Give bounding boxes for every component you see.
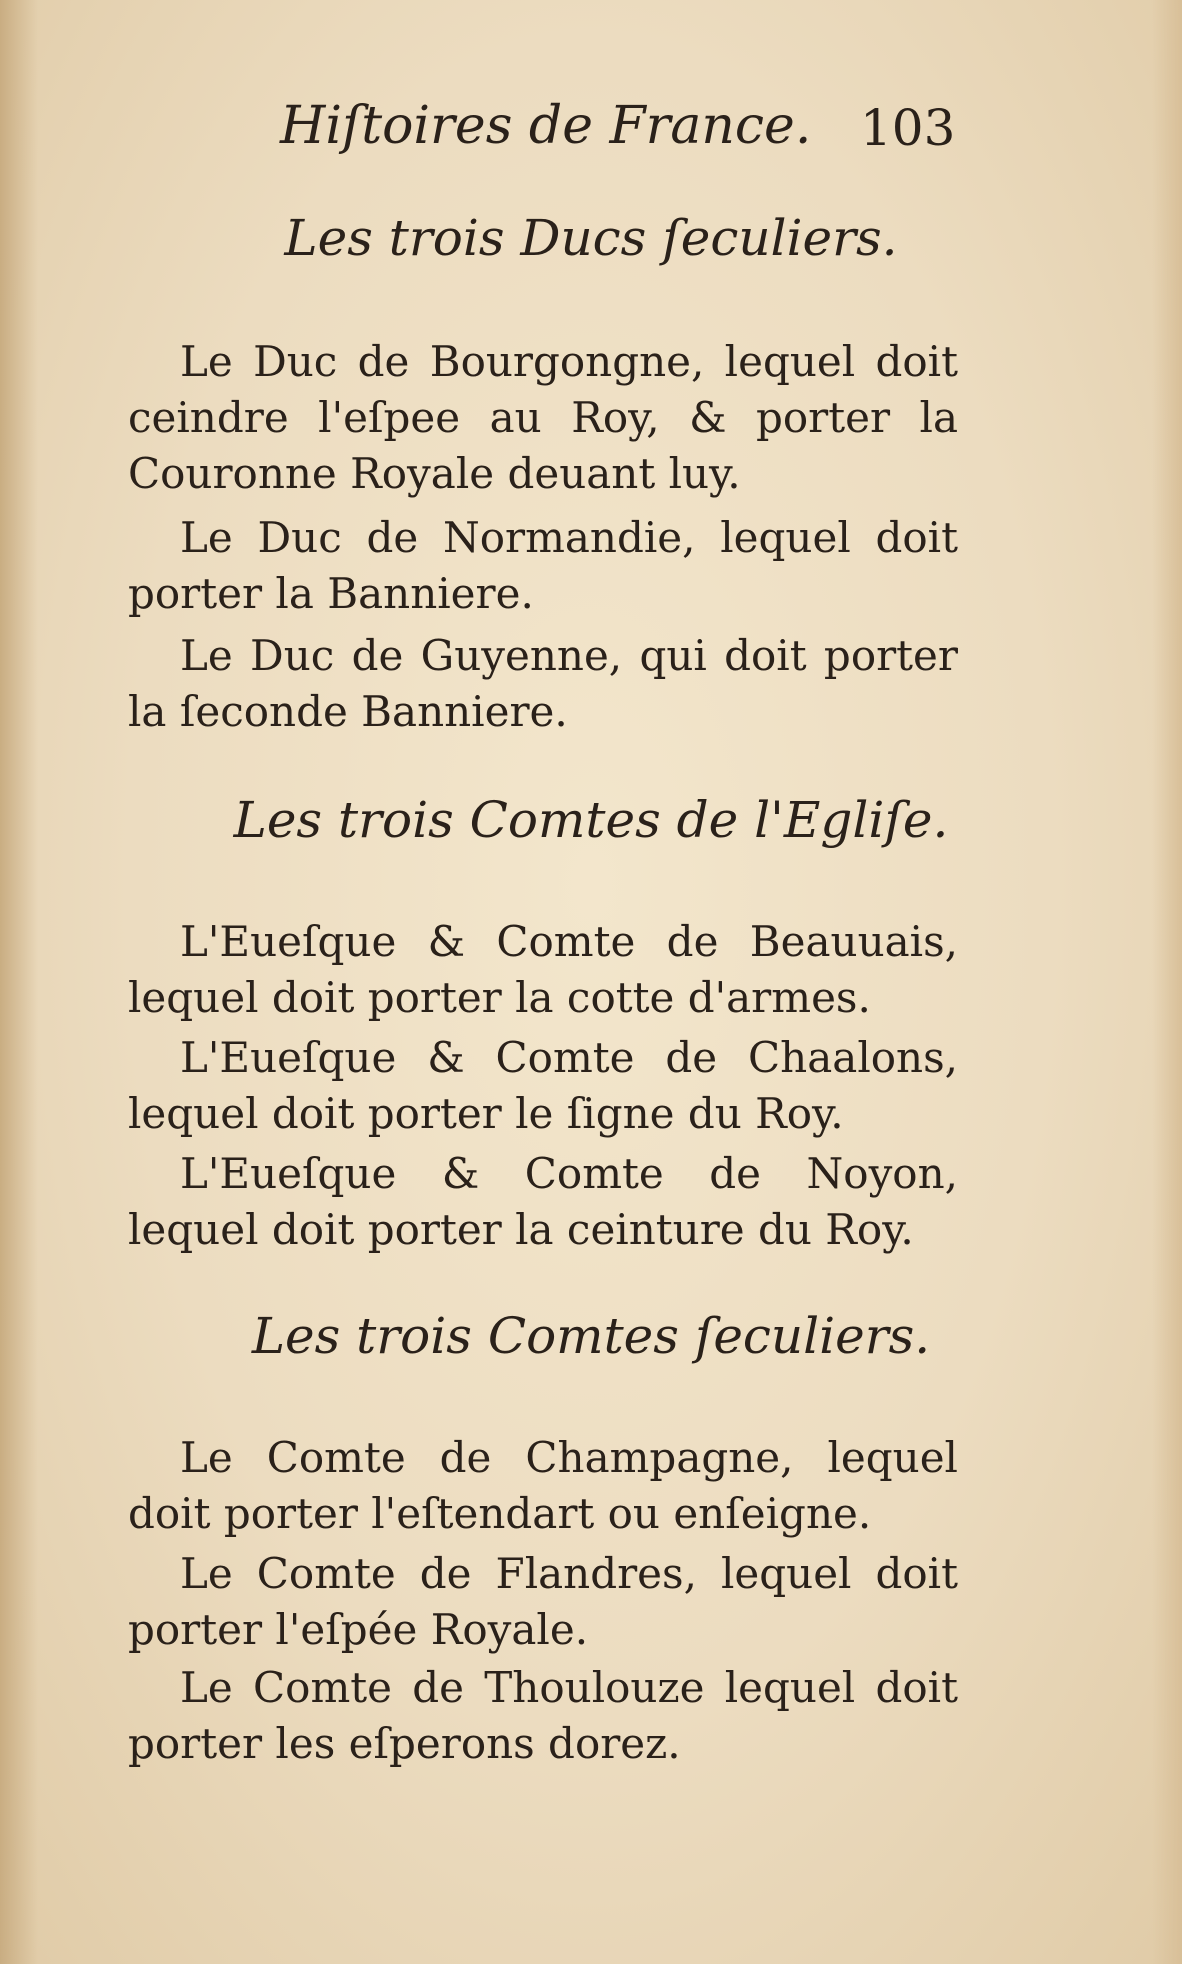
section-heading-ducs-seculiers: Les trois Ducs ſeculiers. bbox=[284, 209, 898, 267]
section-heading-comtes-seculiers: Les trois Comtes ſeculiers. bbox=[251, 1307, 931, 1365]
paragraph-duc-normandie: Le Duc de Normandie, lequel doit porter la Banniere. bbox=[128, 513, 958, 618]
page-number: 103 bbox=[860, 99, 956, 157]
paragraph-eveque-noyon: L'Eueſque & Comte de Noyon, lequel doit porter la ceinture du Roy. bbox=[128, 1149, 958, 1254]
paragraph-comte-champagne: Le Comte de Champagne, lequel doit porter l'eſtendart ou enſeigne. bbox=[128, 1433, 958, 1538]
section-heading-comtes-eglise: Les trois Comtes de l'Egliſe. bbox=[233, 791, 949, 849]
paragraph-duc-guyenne: Le Duc de Guyenne, qui doit porter la ſeconde Banniere. bbox=[128, 631, 958, 736]
paragraph-comte-thoulouze: Le Comte de Thoulouze lequel doit porter les eſperons dorez. bbox=[128, 1663, 958, 1768]
running-title: Hiſtoires de France. bbox=[280, 96, 812, 156]
paragraph-duc-bourgongne: Le Duc de Bourgongne, lequel doit ceindre l'eſpee au Roy, & porter la Couronne Royale deuant luy. bbox=[128, 337, 958, 498]
paragraph-eveque-beauuais: L'Eueſque & Comte de Beauuais, lequel doit porter la cotte d'armes. bbox=[128, 917, 958, 1022]
running-head bbox=[280, 96, 956, 166]
paragraph-comte-flandres: Le Comte de Flandres, lequel doit porter l'eſpée Royale. bbox=[128, 1549, 958, 1654]
paragraph-eveque-chaalons: L'Eueſque & Comte de Chaalons, lequel doit porter le ſigne du Roy. bbox=[128, 1033, 958, 1138]
